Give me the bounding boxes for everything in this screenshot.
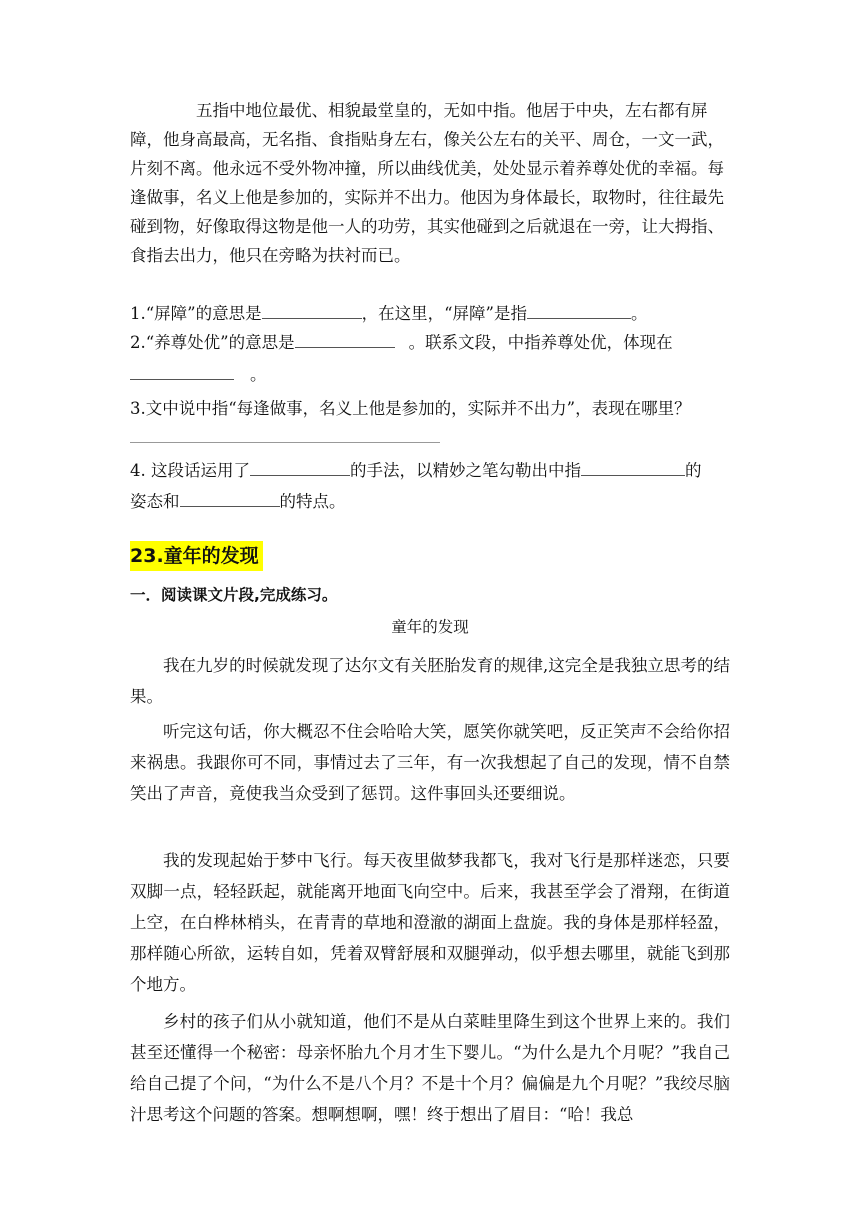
lesson-heading: 23.童年的发现: [130, 541, 263, 571]
answer-blank[interactable]: [180, 488, 280, 507]
answer-blank[interactable]: [130, 361, 234, 380]
section-title: 一．阅读课文片段,完成练习。: [130, 586, 338, 604]
passage-title: 童年的发现: [391, 618, 469, 636]
paragraph: 我在九岁的时候就发现了达尔文有关胚胎发育的规律,这完全是我独立思考的结果。: [130, 656, 730, 706]
question-3: 3.文中说中指“每逢做事，名义上他是参加的，实际并不出力”，表现在哪里？: [130, 399, 691, 418]
question-4: 4. 这段话运用了 的手法，以精妙之笔勾勒出中指 的: [130, 456, 740, 485]
passage-middle-finger: 五指中地位最优、相貌最堂皇的，无如中指。他居于中央，左右都有屏障，他身高最高，无名指、食指贴身左右，像关公左右的关平、周仓，一文一武，片刻不离。他永远不受外物冲撞，所以曲线优美，处处显示着养尊处优的幸福。每逢做事，名义上他是参加的，实际并不出力。他因为身体最长，取物时，往往最先碰到物，好像取得这物是他一人的功劳，其实他碰到之后就退在一旁，让大拇指、食指去出力，他只在旁略为扶衬而已。: [130, 101, 724, 265]
answer-blank[interactable]: [130, 424, 440, 443]
answer-blank[interactable]: [527, 300, 631, 319]
question-4-cont: 姿态和 的特点。: [130, 487, 740, 516]
paragraph: 我的发现起始于梦中飞行。每天夜里做梦我都飞，我对飞行是那样迷恋，只要双脚一点，轻轻跃起，就能离开地面飞向空中。后来，我甚至学会了滑翔，在街道上空，在白桦林梢头，在青青的草地和澄澈的湖面上盘旋。我的身体是那样轻盈，那样随心所欲，运转自如，凭着双臂舒展和双腿弹动，似乎想去哪里，就能飞到那个地方。: [130, 851, 730, 994]
answer-blank[interactable]: [581, 457, 685, 476]
answer-blank[interactable]: [295, 329, 395, 348]
answer-blank[interactable]: [250, 457, 350, 476]
question-2: 2.“养尊处优”的意思是 。联系文段，中指养尊处优，体现在: [130, 328, 740, 357]
paragraph: 乡村的孩子们从小就知道，他们不是从白菜畦里降生到这个世界上来的。我们甚至还懂得一个秘密：母亲怀胎九个月才生下婴儿。“为什么是九个月呢？”我自己给自己提了个问，“为什么不是八个月？不是十个月？偏偏是九个月呢？”我绞尽脑汁思考这个问题的答案。想啊想啊，嘿！终于想出了眉目：“哈！我总: [130, 1012, 730, 1124]
answer-blank[interactable]: [262, 300, 362, 319]
question-3-answer-line: [130, 423, 740, 452]
question-1: 1.“屏障”的意思是 ，在这里，“屏障”是指 。: [130, 299, 740, 328]
question-2-cont: 。: [130, 360, 740, 389]
paragraph: 听完这句话，你大概忍不住会哈哈大笑，愿笑你就笑吧，反正笑声不会给你招来祸患。我跟你可不同，事情过去了三年，有一次我想起了自己的发现，情不自禁笑出了声音，竟使我当众受到了惩罚。这件事回头还要细说。: [130, 722, 730, 803]
